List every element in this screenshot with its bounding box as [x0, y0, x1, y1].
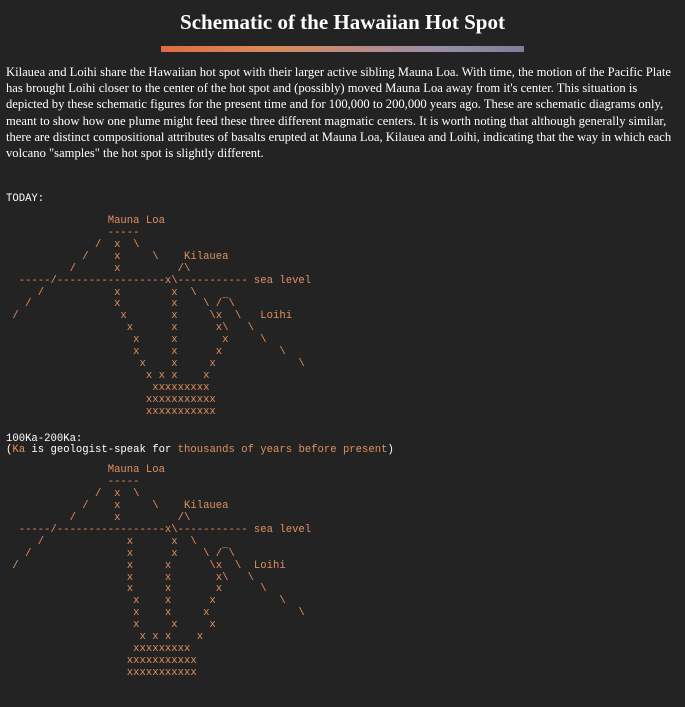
ka-term: Ka [12, 444, 26, 457]
past-diagram: Mauna Loa ----- / x \ / x \ Kilauea / x /\ -----/-----------------x\----------- sea level / x x \ / x x \ /‾\ / x x \x \ Loihi x x x\ \ x x x \ x x x \ x x x \ x x x x x x x xxxxxxxxx xxxxxxxxxxx xxxxxxxxxxx [12, 464, 312, 679]
gradient-divider [161, 46, 524, 52]
page [0, 10, 685, 680]
today-label: TODAY: [6, 193, 45, 206]
intro-paragraph: Kilauea and Loihi share the Hawaiian hot spot with their larger active sibling Mauna Loa. With time, the motion of the Pacific Plate has brought Loihi closer to the center of the hot spot and (possibly) moved Mauna Loa away from it's center. This situation is depicted by these schematic figures for the present time and for 100,000 to 200,000 years ago. These are schematic diagrams only, meant to show how one plume might feed these three different magmatic centers. It is worth noting that although generally similar, there are distinct compositional attributes of basalts erupted at Mauna Loa, Kilauea and Loihi, indicating that the way in which each volcano "samples" the hot spot is slightly different. [6, 65, 672, 161]
ka-definition: thousands of years before present [177, 444, 388, 457]
page-title: Schematic of the Hawaiian Hot Spot [180, 10, 505, 34]
today-diagram: Mauna Loa ----- / x \ / x \ Kilauea / x /\ -----/-----------------x\----------- sea level / x x \ / x x \ /‾\ / x x \x \ Loihi x x x\ \ x x x \ x x x \ x x x \ x x x x xxxxxxxxx xxxxxxxxxxx xxxxxxxxxxx [12, 215, 312, 418]
past-label: 100Ka-200Ka: [6, 432, 83, 445]
ka-note: (Ka is geologist-speak for thousands of years before present) [6, 444, 394, 457]
